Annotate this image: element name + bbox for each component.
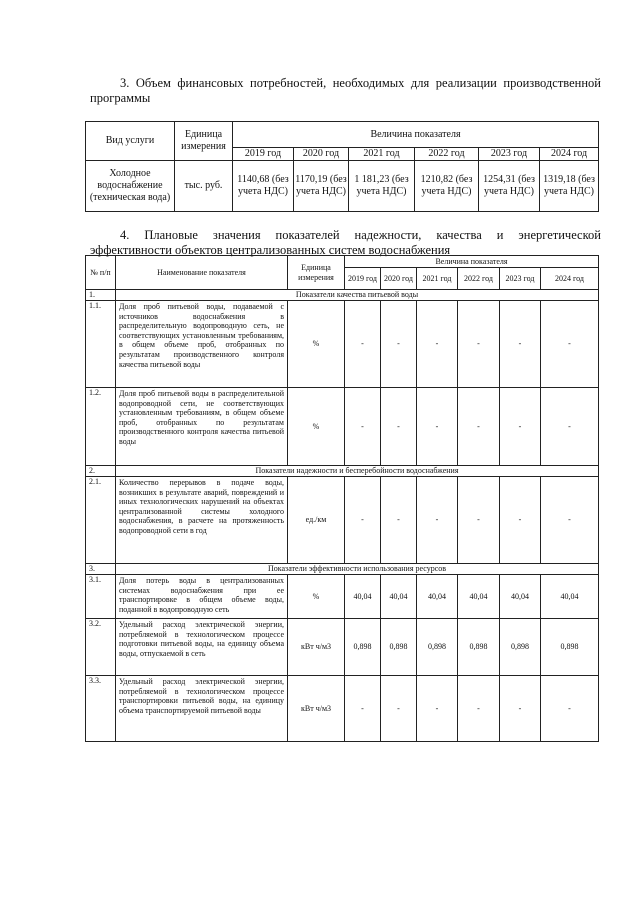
unit-cell: тыс. руб. (175, 161, 233, 212)
value-cell: 1210,82 (без учета НДС) (415, 161, 479, 212)
value-cell: 40,04 (458, 575, 500, 619)
section-4-heading (90, 228, 601, 258)
section-row (86, 466, 599, 477)
value-cell: - (417, 388, 458, 466)
section-4-heading-text: 4. Плановые значения показателей надежности, качества и энергетической эффективности объектов централизованных систем водоснабжения (90, 228, 601, 257)
value-cell: 40,04 (345, 575, 381, 619)
year-header: 2021 год (349, 148, 415, 161)
value-cell: 1254,31 (без учета НДС) (479, 161, 540, 212)
value-cell: - (381, 477, 417, 564)
year-header: 2023 год (500, 268, 541, 290)
year-header: 2024 год (540, 148, 599, 161)
value-cell: - (381, 676, 417, 742)
value-cell: 40,04 (541, 575, 599, 619)
value-cell: - (381, 301, 417, 388)
row-num: 3.3. (86, 676, 116, 742)
value-cell: - (458, 676, 500, 742)
value-cell: 40,04 (381, 575, 417, 619)
section-num: 3. (86, 564, 116, 575)
value-cell: 1140,68 (без учета НДС) (233, 161, 294, 212)
col-header-num: № п/п (86, 256, 116, 290)
year-header: 2022 год (458, 268, 500, 290)
section-num: 1. (86, 290, 116, 301)
indicator-name: Доля проб питьевой воды, подаваемой с источников водоснабжения в распределительную водопроводную сеть, не соответствующих установленным требованиям, в общем объеме проб, отобранных по результатам производственного контроля качества питьевой воды (116, 301, 288, 388)
section-3-heading-text: 3. Объем финансовых потребностей, необходимых для реализации производственной программы (90, 76, 601, 105)
row-num: 2.1. (86, 477, 116, 564)
section-row (86, 290, 599, 301)
value-cell: 0,898 (381, 619, 417, 676)
unit-cell: % (288, 301, 345, 388)
year-header: 2022 год (415, 148, 479, 161)
value-cell: 1 181,23 (без учета НДС) (349, 161, 415, 212)
service-name: Холодное водоснабжение (техническая вода) (86, 161, 175, 212)
value-cell: - (458, 301, 500, 388)
table-row (86, 388, 599, 466)
value-cell: - (541, 676, 599, 742)
value-cell: - (345, 676, 381, 742)
table-row (86, 161, 599, 212)
value-cell: - (417, 676, 458, 742)
table-row (86, 575, 599, 619)
table-row (86, 619, 599, 676)
value-cell: 0,898 (345, 619, 381, 676)
value-cell: - (381, 388, 417, 466)
table-row (86, 676, 599, 742)
value-cell: - (541, 301, 599, 388)
table-row (86, 301, 599, 388)
indicator-name: Удельный расход электрической энергии, потребляемой в технологическом процессе подготовки питьевой воды, на единицу объема воды, отпускаемой в сеть (116, 619, 288, 676)
row-num: 3.2. (86, 619, 116, 676)
year-header: 2020 год (294, 148, 349, 161)
year-header: 2024 год (541, 268, 599, 290)
section-num: 2. (86, 466, 116, 477)
value-cell: 0,898 (541, 619, 599, 676)
value-cell: - (500, 301, 541, 388)
value-cell: - (500, 388, 541, 466)
value-cell: 0,898 (500, 619, 541, 676)
section-title: Показатели эффективности использования ресурсов (116, 564, 599, 575)
indicator-name: Количество перерывов в подаче воды, возникших в результате аварий, повреждений и иных технологических нарушений на объектах централизованной системы холодного водоснабжения, в расчете на протяженность водопроводной сети в год (116, 477, 288, 564)
financial-needs-table (85, 121, 599, 212)
col-header-value: Величина показателя (345, 256, 599, 268)
indicator-name: Удельный расход электрической энергии, потребляемой в технологическом процессе транспортировки питьевой воды, на единицу объема транспортируемой питьевой воды (116, 676, 288, 742)
table-row (86, 477, 599, 564)
indicator-name: Доля проб питьевой воды в распределительной водопроводной сети, не соответствующих установленным требованиям, в общем объеме проб, отобранных по результатам производственного контроля качества питьевой воды (116, 388, 288, 466)
value-cell: - (541, 477, 599, 564)
value-cell: 0,898 (417, 619, 458, 676)
year-header: 2019 год (233, 148, 294, 161)
unit-cell: % (288, 575, 345, 619)
unit-cell: кВт ч/м3 (288, 676, 345, 742)
unit-cell: ед./км (288, 477, 345, 564)
value-cell: - (541, 388, 599, 466)
value-cell: - (458, 477, 500, 564)
value-cell: 40,04 (417, 575, 458, 619)
value-cell: - (345, 301, 381, 388)
year-header: 2021 год (417, 268, 458, 290)
year-header: 2023 год (479, 148, 540, 161)
section-row (86, 564, 599, 575)
section-3-heading (90, 76, 601, 106)
value-cell: - (345, 388, 381, 466)
unit-cell: кВт ч/м3 (288, 619, 345, 676)
unit-cell: % (288, 388, 345, 466)
section-title: Показатели качества питьевой воды (116, 290, 599, 301)
row-num: 1.2. (86, 388, 116, 466)
value-cell: - (345, 477, 381, 564)
col-header-value: Величина показателя (233, 122, 599, 148)
value-cell: - (417, 477, 458, 564)
col-header-name: Наименование показателя (116, 256, 288, 290)
col-header-service: Вид услуги (86, 122, 175, 161)
row-num: 1.1. (86, 301, 116, 388)
year-header: 2020 год (381, 268, 417, 290)
indicators-table (85, 255, 599, 742)
value-cell: 1170,19 (без учета НДС) (294, 161, 349, 212)
indicator-name: Доля потерь воды в централизованных системах водоснабжения при ее транспортировке в общем объеме воды, поданной в водопроводную сеть (116, 575, 288, 619)
value-cell: 0,898 (458, 619, 500, 676)
value-cell: 1319,18 (без учета НДС) (540, 161, 599, 212)
value-cell: - (500, 676, 541, 742)
col-header-unit: Единица измерения (288, 256, 345, 290)
value-cell: - (500, 477, 541, 564)
year-header: 2019 год (345, 268, 381, 290)
value-cell: - (417, 301, 458, 388)
section-title: Показатели надежности и бесперебойности водоснабжения (116, 466, 599, 477)
value-cell: 40,04 (500, 575, 541, 619)
value-cell: - (458, 388, 500, 466)
col-header-unit: Единица измерения (175, 122, 233, 161)
row-num: 3.1. (86, 575, 116, 619)
